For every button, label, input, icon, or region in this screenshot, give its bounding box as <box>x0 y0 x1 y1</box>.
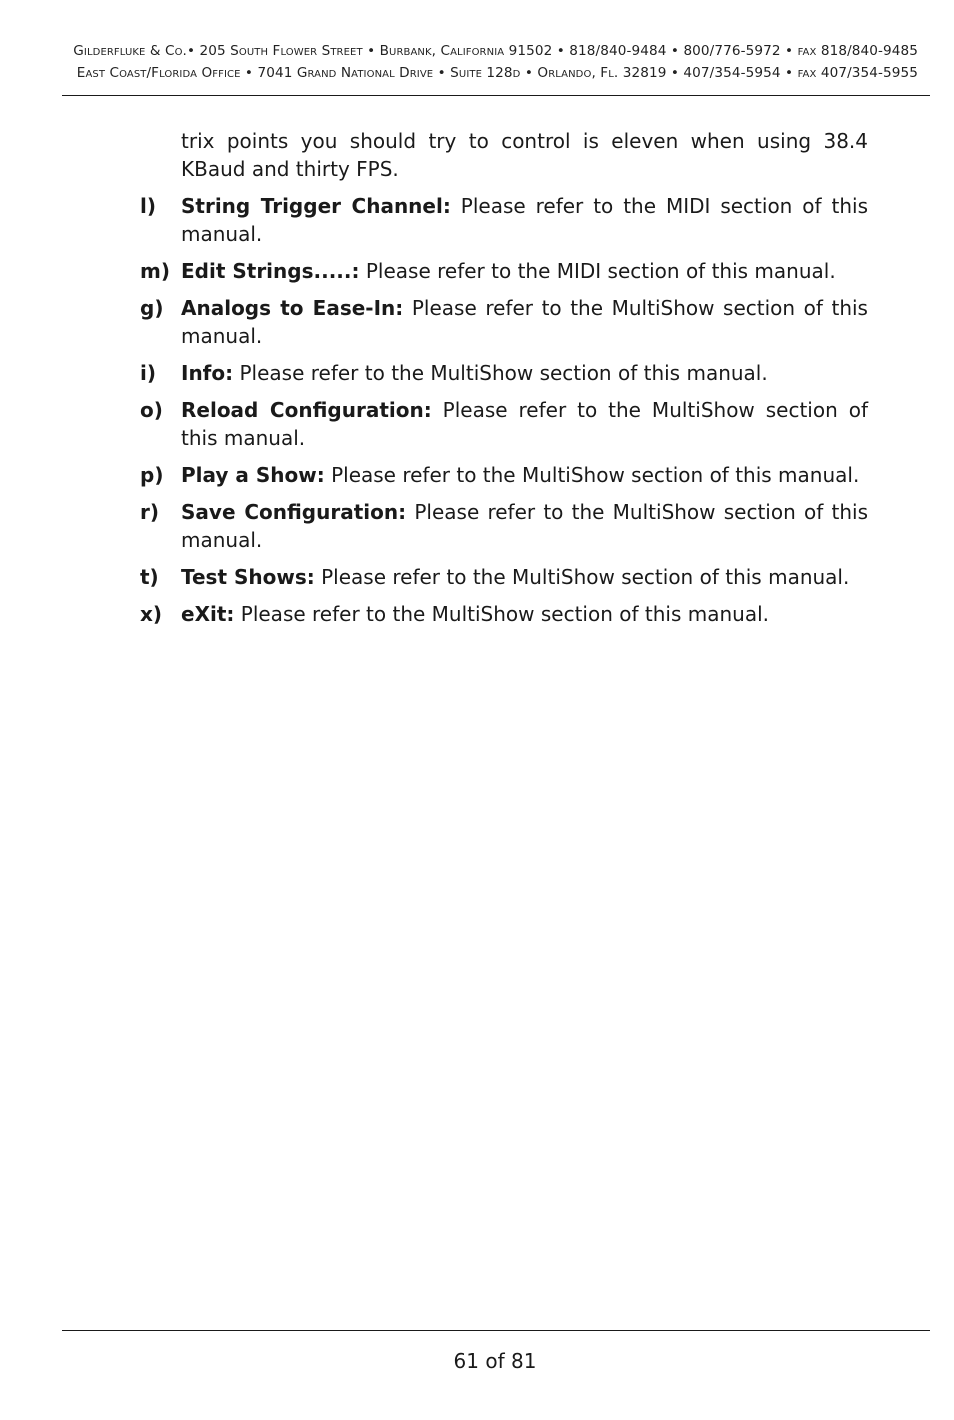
item-letter: p) <box>140 463 164 487</box>
item-letter: g) <box>140 296 164 320</box>
item-body <box>181 192 868 248</box>
item-text: Please refer to the MultiShow section of this manual. <box>233 361 768 385</box>
item-label: Save Configuration: <box>181 500 407 524</box>
item-body <box>181 359 868 387</box>
item-letter: m) <box>140 259 170 283</box>
list-item <box>140 192 868 248</box>
item-letter: x) <box>140 602 163 626</box>
item-body <box>181 257 868 285</box>
item-body <box>181 294 868 350</box>
list-item <box>140 498 868 554</box>
page-number: 61 of 81 <box>453 1349 537 1373</box>
item-text: Please refer to the MIDI section of this manual. <box>359 259 836 283</box>
header-address-line-1: Gilderfluke & Co.• 205 South Flower Street • Burbank, California 91502 • 818/840-9484 • 800/776-5972 • fax 818/840-9485 <box>73 43 918 59</box>
list-item <box>140 563 868 591</box>
item-text: Please refer to the MultiShow section of this manual. <box>314 565 850 589</box>
list-item <box>140 461 868 489</box>
item-body <box>181 600 868 628</box>
item-letter: o) <box>140 398 163 422</box>
list-item <box>140 600 868 628</box>
list-item <box>140 294 868 350</box>
item-label: Info: <box>181 361 234 385</box>
item-text: Please refer to the MultiShow section of this manual. <box>324 463 860 487</box>
item-text: Please refer to the MultiShow section of this manual. <box>181 500 868 552</box>
list-item <box>140 359 868 387</box>
item-body <box>181 461 868 489</box>
item-text: Please refer to the MIDI section of this manual. <box>181 194 868 246</box>
item-letter: i) <box>140 361 156 385</box>
footer-divider <box>62 1330 930 1331</box>
item-text: Please refer to the MultiShow section of this manual. <box>234 602 769 626</box>
page-header <box>62 40 930 84</box>
document-body <box>140 127 868 637</box>
item-label: Play a Show: <box>181 463 325 487</box>
list-item <box>140 396 868 452</box>
item-letter: r) <box>140 500 160 524</box>
item-label: Reload Configuration: <box>181 398 432 422</box>
item-letter: l) <box>140 194 156 218</box>
item-body <box>181 498 868 554</box>
item-body <box>181 396 868 452</box>
header-divider <box>62 95 930 96</box>
item-body <box>181 563 868 591</box>
list-item <box>140 257 868 285</box>
item-text: Please refer to the MultiShow section of this manual. <box>181 296 868 348</box>
item-label: Test Shows: <box>181 565 315 589</box>
item-label: String Trigger Channel: <box>181 194 451 218</box>
continuation-paragraph: trix points you should try to control is eleven when using 38.4 KBaud and thirty FPS. <box>181 129 868 181</box>
header-address-line-2: East Coast/Florida Office • 7041 Grand National Drive • Suite 128d • Orlando, Fl. 32819 • 407/354-5954 • fax 407/354-5955 <box>76 65 918 81</box>
item-text: Please refer to the MultiShow section of this manual. <box>181 398 868 450</box>
item-letter: t) <box>140 565 159 589</box>
item-label: eXit: <box>181 602 235 626</box>
item-label: Edit Strings.....: <box>181 259 360 283</box>
item-label: Analogs to Ease-In: <box>181 296 404 320</box>
